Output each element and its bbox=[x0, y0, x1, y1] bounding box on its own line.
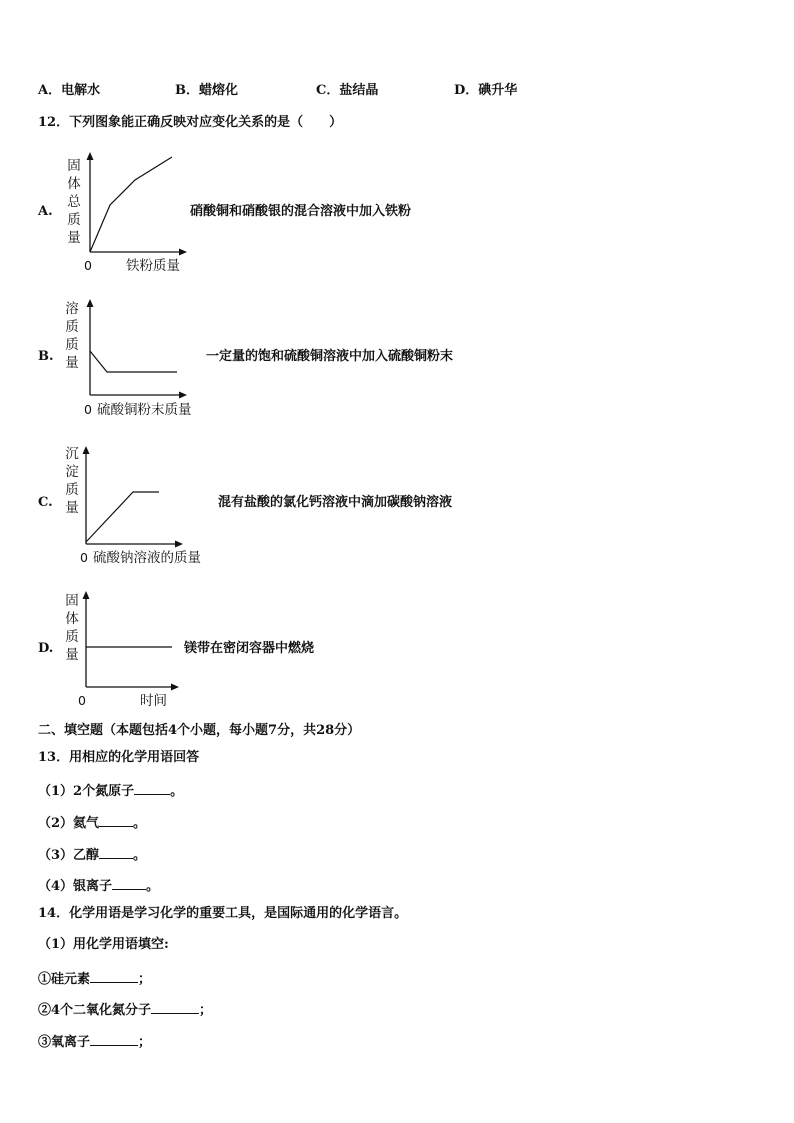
q14-item-2-text: ②4个二氧化氮分子 bbox=[38, 1003, 152, 1018]
q13-item-2 bbox=[38, 814, 146, 830]
q12-c-graph bbox=[76, 442, 186, 552]
q11-option-b: B．蜡熔化 bbox=[175, 83, 238, 98]
q12-b-graph bbox=[80, 295, 190, 405]
q13-item-1-punct: 。 bbox=[170, 784, 184, 799]
q14-item-3-text: ③氧离子 bbox=[38, 1035, 91, 1050]
q12-option-b-letter: B. bbox=[38, 349, 54, 364]
q12-a-ylabel: 固体总质量 bbox=[67, 158, 81, 246]
q12-d-origin: 0 bbox=[78, 693, 86, 708]
q14-item-1-punct: ； bbox=[138, 972, 152, 987]
q13-item-4-text: （4）银离子 bbox=[38, 879, 113, 894]
q12-option-d-letter: D. bbox=[38, 641, 54, 656]
q14-stem: 14．化学用语是学习化学的重要工具，是国际通用的化学语言。 bbox=[38, 906, 408, 921]
q11-option-c: C．盐结晶 bbox=[316, 83, 379, 98]
answer-blank[interactable] bbox=[90, 1033, 138, 1046]
section-heading: 二、填空题（本题包括4个小题，每小题7分，共28分） bbox=[38, 723, 361, 738]
q12-c-description: 混有盐酸的氯化钙溶液中滴加碳酸钠溶液 bbox=[218, 495, 453, 510]
answer-blank[interactable] bbox=[99, 846, 133, 859]
q12-d-xlabel: 时间 bbox=[140, 693, 167, 709]
q12-c-ylabel: 沉淀质量 bbox=[65, 446, 79, 516]
answer-blank[interactable] bbox=[112, 877, 146, 890]
q13-item-3-punct: 。 bbox=[133, 848, 147, 863]
q14-item-2-punct: ； bbox=[199, 1003, 213, 1018]
q12-a-xlabel: 铁粉质量 bbox=[126, 258, 180, 274]
q12-d-description: 镁带在密闭容器中燃烧 bbox=[184, 641, 315, 656]
answer-blank[interactable] bbox=[90, 970, 138, 983]
q12-b-xlabel: 硫酸铜粉末质量 bbox=[97, 402, 192, 418]
answer-blank[interactable] bbox=[134, 782, 170, 795]
q12-c-origin: 0 bbox=[80, 550, 88, 565]
q12-d-graph bbox=[76, 587, 186, 697]
q12-a-graph bbox=[80, 150, 190, 260]
q12-a-origin: 0 bbox=[84, 258, 92, 273]
q13-item-2-punct: 。 bbox=[133, 816, 147, 831]
q11-option-a: A．电解水 bbox=[38, 83, 101, 98]
q12-b-curve bbox=[90, 351, 177, 372]
q12-a-description: 硝酸铜和硝酸银的混合溶液中加入铁粉 bbox=[190, 204, 412, 219]
q12-c-xlabel: 硫酸钠溶液的质量 bbox=[93, 550, 201, 566]
q14-item-3-punct: ； bbox=[138, 1035, 152, 1050]
q13-item-3-text: （3）乙醇 bbox=[38, 848, 100, 863]
q12-stem: 12．下列图象能正确反映对应变化关系的是（ ） bbox=[38, 115, 343, 130]
q12-b-origin: 0 bbox=[84, 402, 92, 417]
q13-stem: 13．用相应的化学用语回答 bbox=[38, 750, 200, 765]
q12-b-description: 一定量的饱和硫酸铜溶液中加入硫酸铜粉末 bbox=[206, 349, 454, 364]
q12-a-curve bbox=[90, 157, 172, 252]
q12-c-curve bbox=[86, 492, 159, 542]
q14-subquestion: （1）用化学用语填空: bbox=[38, 937, 169, 952]
q12-option-c-letter: C. bbox=[38, 495, 53, 510]
q14-item-2 bbox=[38, 1001, 212, 1017]
q14-item-3 bbox=[38, 1033, 151, 1049]
q12-option-a-letter: A. bbox=[38, 204, 53, 219]
q11-option-d: D．碘升华 bbox=[454, 83, 518, 98]
q13-item-3 bbox=[38, 846, 146, 862]
q13-item-4-punct: 。 bbox=[146, 879, 160, 894]
q13-item-1-text: （1）2个氮原子 bbox=[38, 784, 135, 799]
q12-b-ylabel: 溶质质量 bbox=[65, 301, 79, 371]
q13-item-2-text: （2）氦气 bbox=[38, 816, 100, 831]
q12-d-ylabel: 固体质量 bbox=[65, 593, 79, 663]
q14-item-1 bbox=[38, 970, 151, 986]
answer-blank[interactable] bbox=[99, 814, 133, 827]
answer-blank[interactable] bbox=[151, 1001, 199, 1014]
q13-item-4 bbox=[38, 877, 159, 893]
q13-item-1 bbox=[38, 782, 183, 798]
q14-item-1-text: ①硅元素 bbox=[38, 972, 91, 987]
